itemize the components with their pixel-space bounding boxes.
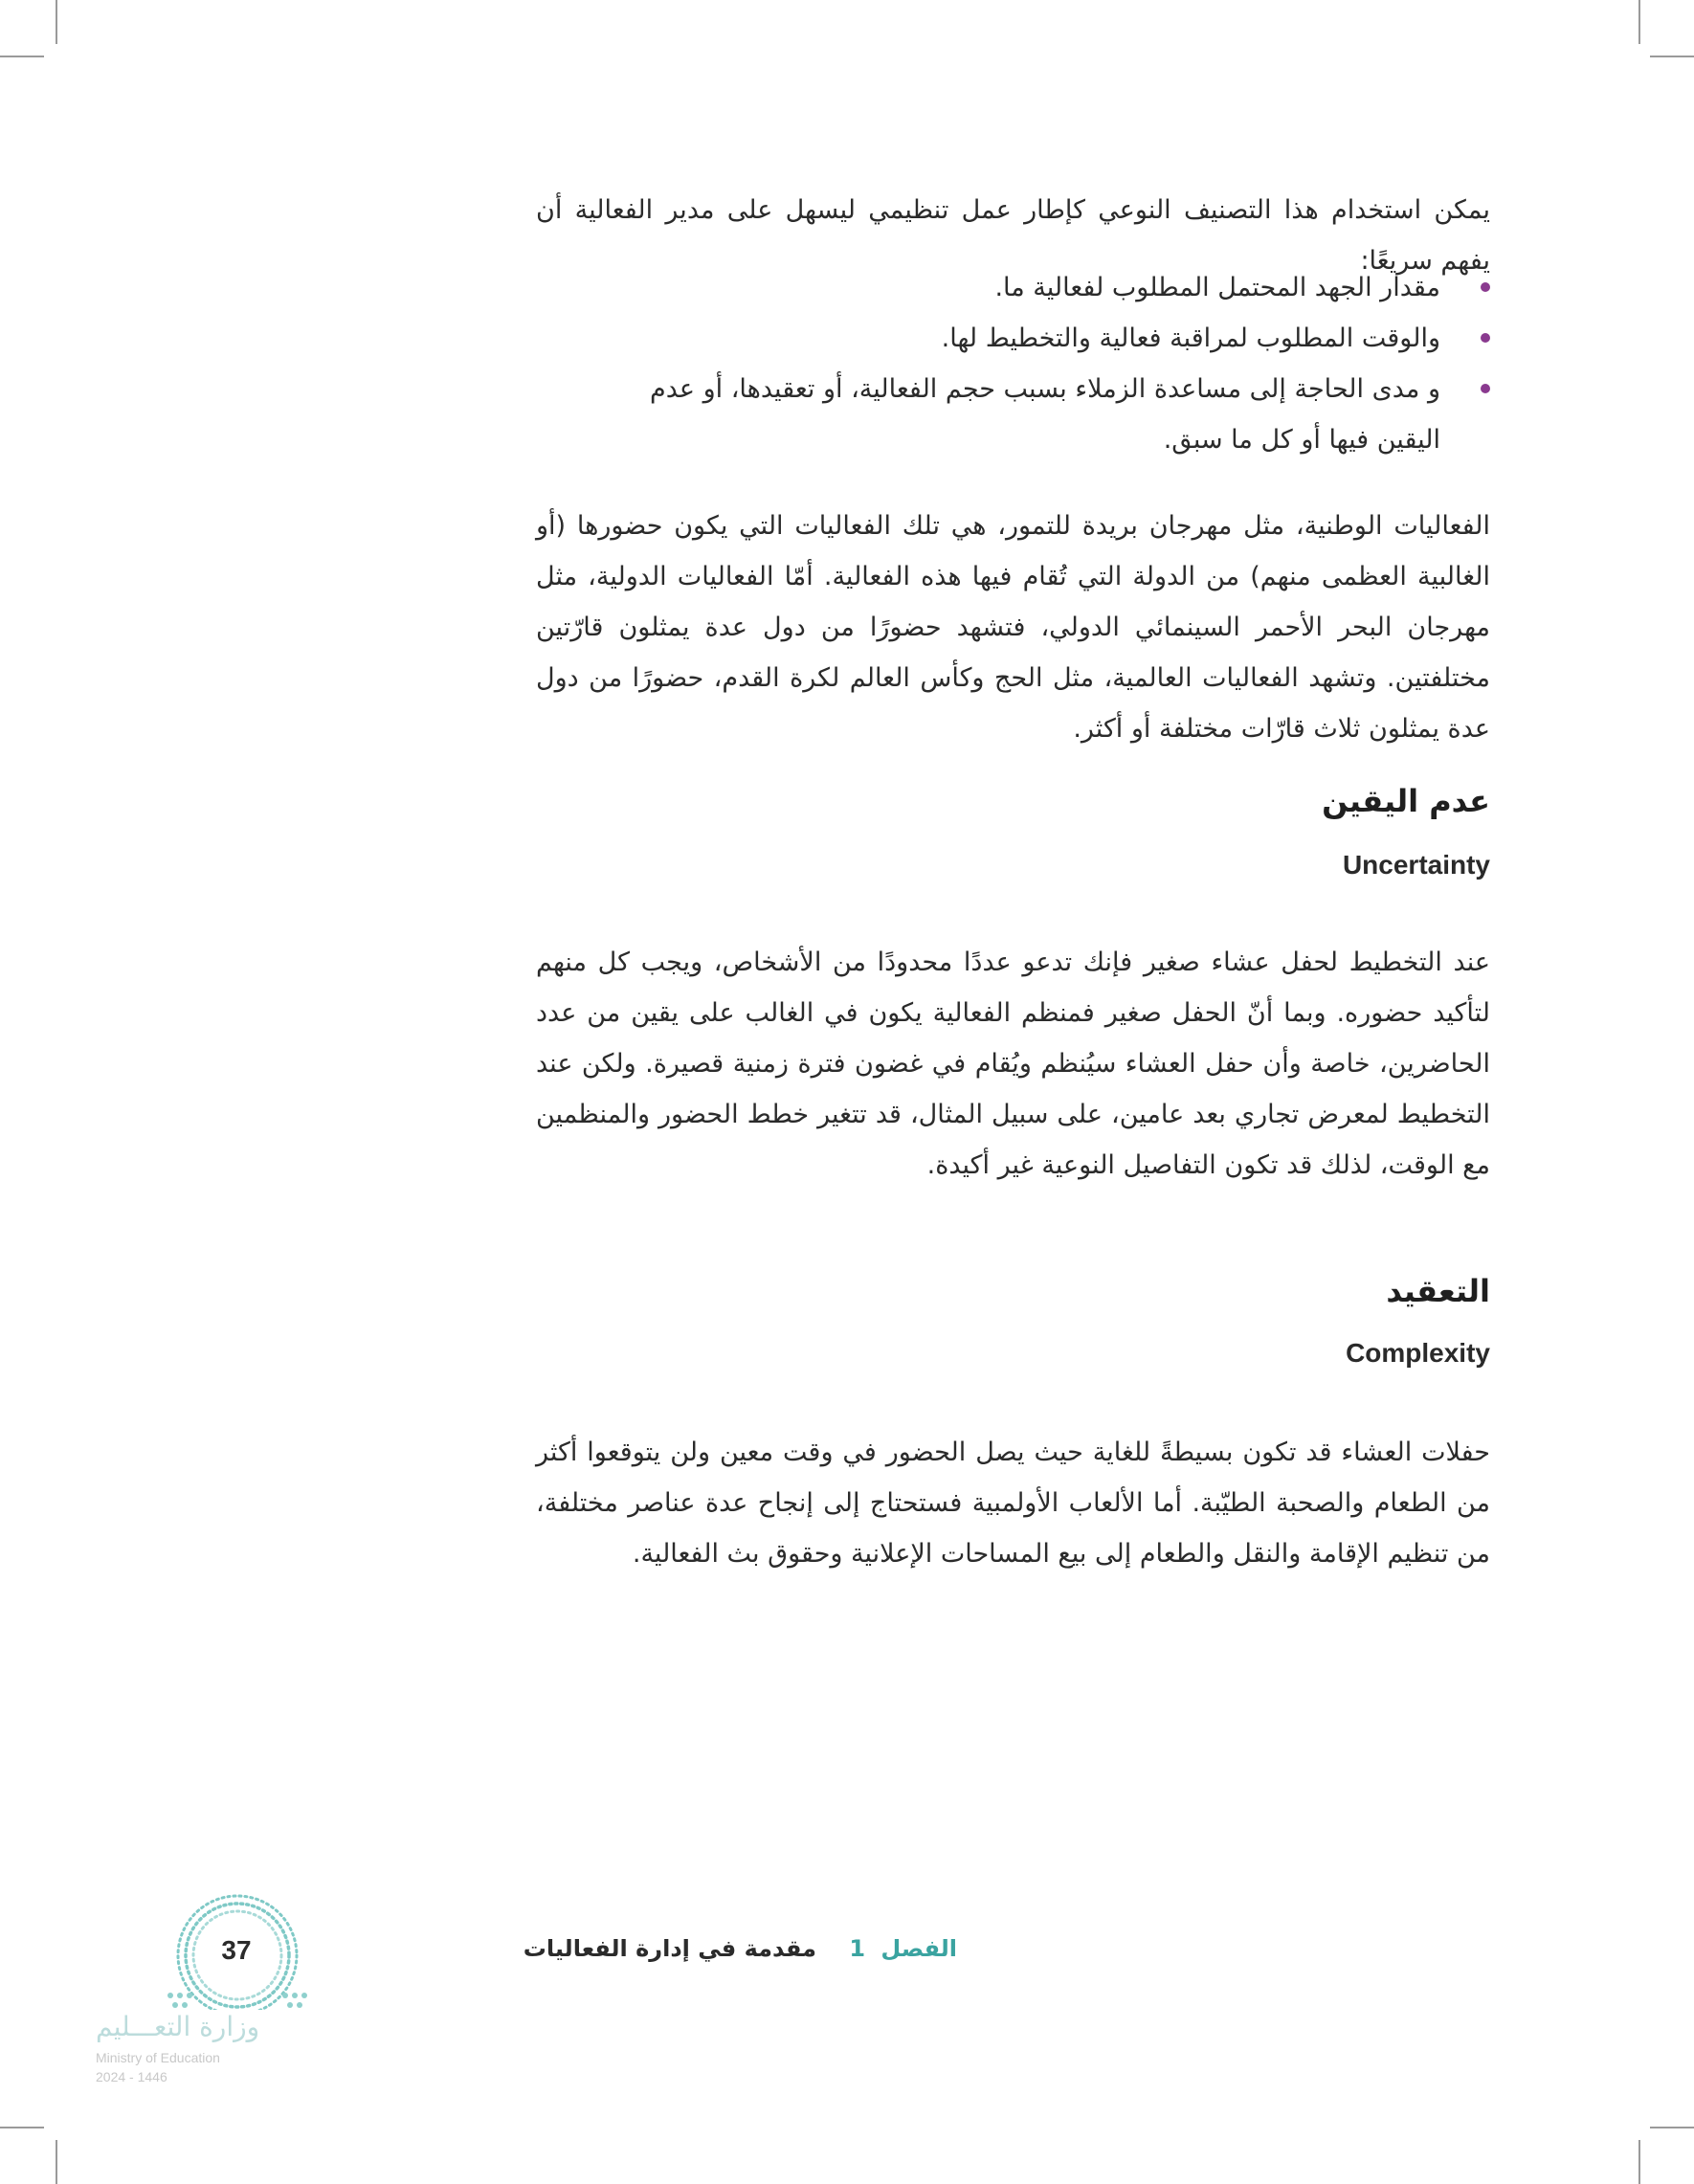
- uncertainty-paragraph: عند التخطيط لحفل عشاء صغير فإنك تدعو عددًا محدودًا من الأشخاص، ويجب كل منهم لتأكيد حضوره. وبما أنّ الحفل صغير فمنظم الفعالية يكون في الغالب على يقين من عدد الحاضرين، خاصة وأن حفل العشاء سيُنظم ويُقام في غضون فترة زمنية قصيرة. ولكن عند التخطيط لمعرض تجاري بعد عامين، على سبيل المثال، قد تتغير خطط الحضور والمنظمين مع الوقت، لذلك قد تكون التفاصيل النوعية غير أكيدة.: [536, 947, 1490, 1180]
- crop-mark: [0, 2127, 44, 2128]
- complexity-heading-ar: التعقيد: [1386, 1273, 1490, 1309]
- intro-paragraph: يمكن استخدام هذا التصنيف النوعي كإطار عمل تنظيمي ليسهل على مدير الفعالية أن يفهم سريعًا:: [536, 195, 1490, 276]
- uncertainty-heading-ar: عدم اليقين: [1322, 783, 1490, 819]
- crop-mark: [1650, 56, 1694, 57]
- complexity-paragraph: حفلات العشاء قد تكون بسيطةً للغاية حيث يصل الحضور في وقت معين ولن يتوقعوا أكثر من الطعام والصحبة الطيّبة. أما الألعاب الأولمبية فستحتاج إلى إنجاح عدة عناصر مختلفة، من تنظيم الإقامة والنقل والطعام إلى بيع المساحات الإعلانية وحقوق بث الفعالية.: [536, 1437, 1490, 1569]
- bullet-dot-icon: [1481, 384, 1490, 393]
- ministry-year: 2024 - 1446: [96, 2069, 167, 2084]
- crop-mark: [1638, 2140, 1640, 2184]
- events-paragraph: الفعاليات الوطنية، مثل مهرجان بريدة للتمور، هي تلك الفعاليات التي يكون حضورها (أو الغالبية العظمى منهم) من الدولة التي تُقام فيها هذه الفعالية. أمّا الفعاليات الدولية، مثل مهرجان البحر الأحمر السينمائي الدولي، فتشهد حضورًا من دول عدة يمثلون قارّتين مختلفتين. وتشهد الفعاليات العالمية، مثل الحج وكأس العالم لكرة القدم، حضورًا من دول عدة يمثلون ثلاث قارّات مختلفة أو أكثر.: [536, 511, 1490, 744]
- list-item: و مدى الحاجة إلى مساعدة الزملاء بسبب حجم الفعالية، أو تعقيدها، أو عدم اليقين فيها أو كل ما سبق.: [629, 364, 1490, 465]
- crop-mark: [1638, 0, 1640, 44]
- ministry-name-en: Ministry of Education: [96, 2050, 220, 2065]
- crop-mark: [56, 2140, 57, 2184]
- crop-mark: [56, 0, 57, 44]
- crop-mark: [1650, 2127, 1694, 2128]
- chapter-label: الفصل: [880, 1935, 957, 1962]
- chapter-footer: [524, 1935, 957, 1962]
- uncertainty-heading-en: Uncertainty: [1342, 850, 1490, 880]
- crop-mark: [0, 56, 44, 57]
- bullet-list: [629, 262, 1490, 465]
- page-number: 37: [221, 1935, 252, 1965]
- complexity-heading-en: Complexity: [1346, 1338, 1490, 1368]
- chapter-number: 1: [849, 1935, 866, 1962]
- chapter-title: مقدمة في إدارة الفعاليات: [523, 1935, 816, 1962]
- list-item: والوقت المطلوب لمراقبة فعالية والتخطيط لها.: [629, 313, 1490, 364]
- bullet-dot-icon: [1481, 333, 1490, 343]
- bullet-dot-icon: [1481, 282, 1490, 292]
- ministry-name-ar: وزارة التعـــليم: [96, 2011, 260, 2042]
- list-item: مقدار الجهد المحتمل المطلوب لفعالية ما.: [629, 262, 1490, 313]
